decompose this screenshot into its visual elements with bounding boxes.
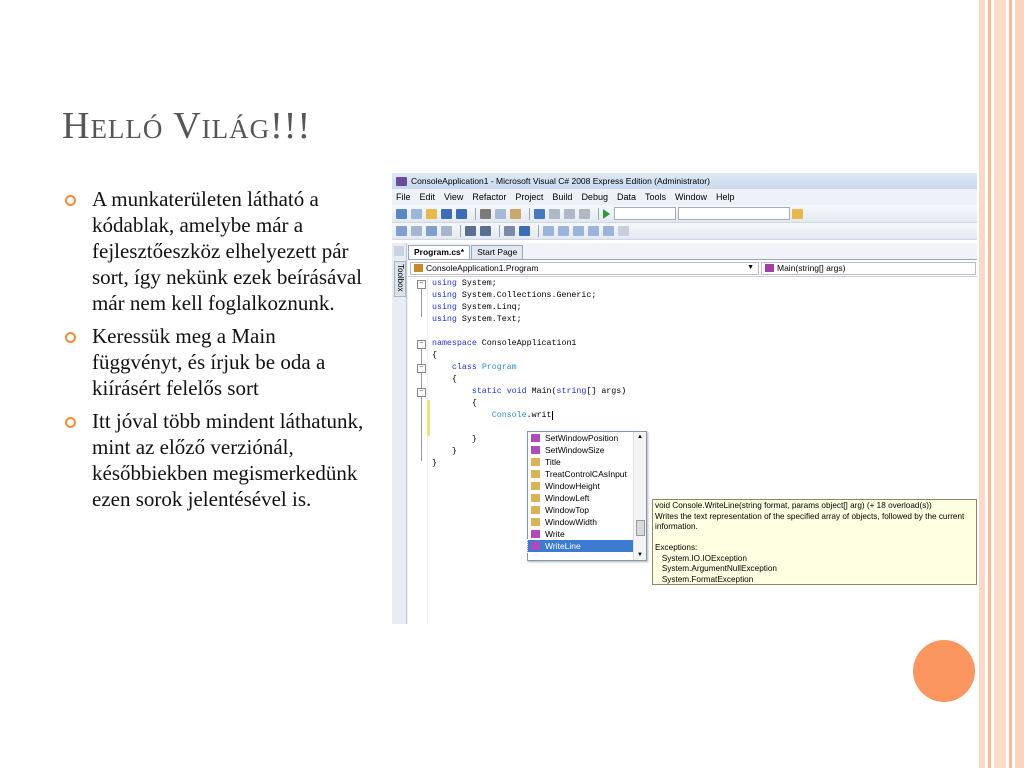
navigate-backward-icon[interactable] [564,209,575,219]
code-line: { [451,375,457,384]
scroll-up-icon[interactable]: ▲ [637,434,643,440]
quick-info-icon[interactable] [426,226,437,236]
menu-edit[interactable]: Edit [419,192,436,202]
bullet-marker-icon [65,195,76,206]
completion-label: WindowWidth [545,517,597,527]
completion-item[interactable] [528,456,633,468]
undo-icon[interactable] [534,209,545,219]
menu-debug[interactable]: Debug [581,192,608,202]
ide-body [392,243,977,624]
tooltip-exception: System.ArgumentNullException [655,564,777,573]
tab-start-page[interactable]: Start Page [471,245,523,259]
menu-file[interactable]: File [396,192,411,202]
completion-label: WindowLeft [545,493,590,503]
cut-icon[interactable] [480,209,491,219]
quick-info-tooltip [652,499,977,585]
toolbar-separator [598,208,599,220]
code-line: } [451,447,457,456]
method-icon [531,530,540,538]
display-object-member-list-icon[interactable] [396,226,407,236]
document-tabs [408,245,524,259]
text-cursor [552,411,553,420]
add-item-icon[interactable] [411,209,422,219]
completion-label: TreatControlCAsInput [545,469,627,479]
slide-title: Helló Világ!!! [62,105,312,147]
next-bookmark-icon[interactable] [573,226,584,236]
code-line: { [471,399,477,408]
completion-item[interactable] [528,516,633,528]
changed-lines-marker [427,400,430,436]
code-line: using System; [432,279,497,288]
save-all-icon[interactable] [456,209,467,219]
parameter-info-icon[interactable] [411,226,422,236]
toolbar-separator [529,208,530,220]
open-file-icon[interactable] [426,209,437,219]
bullet-list [65,186,365,519]
collapse-icon[interactable]: − [417,364,426,373]
completion-label: Title [545,457,561,467]
complete-word-icon[interactable] [441,226,452,236]
property-icon [531,506,540,514]
toolbox-icon[interactable] [394,246,404,256]
method-icon [765,264,774,272]
member-dropdown[interactable] [761,262,976,275]
chevron-down-icon: ▼ [747,263,754,271]
member-dropdown-value: Main(string[] args) [777,263,846,273]
completion-item[interactable] [528,432,633,444]
method-icon [531,446,540,454]
tooltip-signature: void Console.WriteLine(string format, params object[] arg) (+ 18 overload(s)) [655,501,932,510]
toolbar-separator [460,225,461,237]
ide-titlebar [392,173,977,189]
code-line: { [432,351,437,360]
class-dropdown-value: ConsoleApplication1.Program [426,263,539,273]
bullet-item [65,186,365,316]
toolbox-tab[interactable] [394,261,406,297]
toggle-bookmark-icon[interactable] [543,226,554,236]
bullet-marker-icon [65,332,76,343]
decrease-indent-icon[interactable] [465,226,476,236]
completion-label: WindowHeight [545,481,600,491]
completion-label: WindowTop [545,505,589,515]
previous-bookmark-icon[interactable] [558,226,569,236]
tooltip-exception: System.IO.IOException [655,553,747,563]
bullet-text: Itt jóval több mindent láthatunk, mint az előző verziónál, későbbiekben megismerkedünk ezen sorok jelentésével is. [92,409,364,511]
class-icon [414,264,423,272]
code-line: Console.writ [491,411,552,420]
bullet-item [65,323,365,401]
ide-menubar [392,189,977,205]
tooltip-description: information. [655,522,698,531]
completion-item[interactable] [528,492,633,504]
redo-icon[interactable] [549,209,560,219]
code-line: using System.Linq; [432,303,522,312]
menu-window[interactable]: Window [675,192,708,202]
property-icon [531,482,540,490]
property-icon [531,458,540,466]
code-line: using System.Collections.Generic; [432,291,597,300]
property-icon [531,518,540,526]
next-bookmark-folder-icon[interactable] [603,226,614,236]
code-line: namespace ConsoleApplication1 [432,339,577,348]
menu-build[interactable]: Build [552,192,573,202]
scrollbar-thumb[interactable] [636,520,645,536]
new-project-icon[interactable] [396,209,407,219]
code-line: } [471,435,477,444]
code-line: static void Main(string[] args) [471,387,627,396]
toolbar-separator [499,225,500,237]
find-combo[interactable] [678,207,790,220]
collapse-icon[interactable]: − [417,340,426,349]
configuration-combo[interactable] [614,207,676,220]
toolbar-separator [538,225,539,237]
scroll-down-icon[interactable]: ▼ [637,552,643,558]
completion-label: WriteLine [545,541,581,551]
intellisense-list[interactable] [527,431,647,561]
completion-item[interactable] [528,444,633,456]
navigation-bar [408,260,977,277]
comment-lines-icon[interactable] [504,226,515,236]
completion-item[interactable] [528,468,633,480]
tab-program-cs[interactable]: Program.cs* [408,245,470,259]
fold-line [421,289,422,317]
menu-help[interactable]: Help [716,192,735,202]
tooltip-exceptions-heading: Exceptions: [655,543,698,552]
code-margin [408,277,428,624]
tooltip-spacer [655,533,974,544]
bullet-text: Keressük meg a Main függvényt, és írjuk be oda a kiírásért felelős sort [92,324,326,400]
toolbox-label: Toolbox [396,264,405,292]
collapse-icon[interactable]: − [417,388,426,397]
previous-bookmark-folder-icon[interactable] [588,226,599,236]
decorative-circle [913,640,975,702]
ide-screenshot [392,173,977,624]
bullet-marker-icon [65,417,76,428]
toolbox-panel[interactable] [392,243,407,624]
completion-item[interactable] [528,528,633,540]
menu-data[interactable]: Data [616,192,636,202]
class-dropdown[interactable] [410,262,759,275]
save-icon[interactable] [441,209,452,219]
text-editor-toolbar [392,223,977,240]
navigate-forward-icon[interactable] [579,209,590,219]
menu-refactor[interactable]: Refactor [472,192,507,202]
property-icon [531,494,540,502]
completion-label: SetWindowPosition [545,433,619,443]
decorative-stripes [979,0,1024,768]
method-icon [531,542,540,550]
menu-tools[interactable]: Tools [644,192,666,202]
code-line: class Program [451,363,517,372]
bullet-item [65,408,365,512]
tooltip-exception: System.FormatException [655,574,754,584]
menu-project[interactable]: Project [515,192,544,202]
code-line: } [432,459,437,468]
increase-indent-icon[interactable] [480,226,491,236]
code-line: using System.Text; [432,315,522,324]
standard-toolbar [392,205,977,223]
collapse-icon[interactable]: − [417,280,426,289]
find-in-files-icon[interactable] [792,209,803,219]
completion-label: SetWindowSize [545,445,605,455]
method-icon [531,434,540,442]
visual-studio-icon [396,177,407,186]
ide-window-title: ConsoleApplication1 - Microsoft Visual C# 2008 Express Edition (Administrator) [411,176,710,186]
paste-icon[interactable] [510,209,521,219]
completion-scrollbar[interactable] [633,432,646,560]
property-icon [531,470,540,478]
completion-item[interactable] [528,504,633,516]
start-debugging-icon[interactable] [603,209,610,219]
clear-bookmarks-icon[interactable] [618,226,629,236]
tooltip-description: Writes the text representation of the specified array of objects, followed by the current [655,511,965,521]
bullet-text: A munkaterületen látható a kódablak, amelybe már a fejlesztőeszköz elhelyezett pár sort, így nekünk ezek beírásával már nem kell foglalkoznunk. [92,187,362,315]
completion-item[interactable] [528,480,633,492]
copy-icon[interactable] [495,209,506,219]
menu-view[interactable]: View [444,192,464,202]
completion-item-selected[interactable] [528,540,633,552]
uncomment-lines-icon[interactable] [519,226,530,236]
completion-label: Write [545,529,565,539]
toolbar-separator [475,208,476,220]
